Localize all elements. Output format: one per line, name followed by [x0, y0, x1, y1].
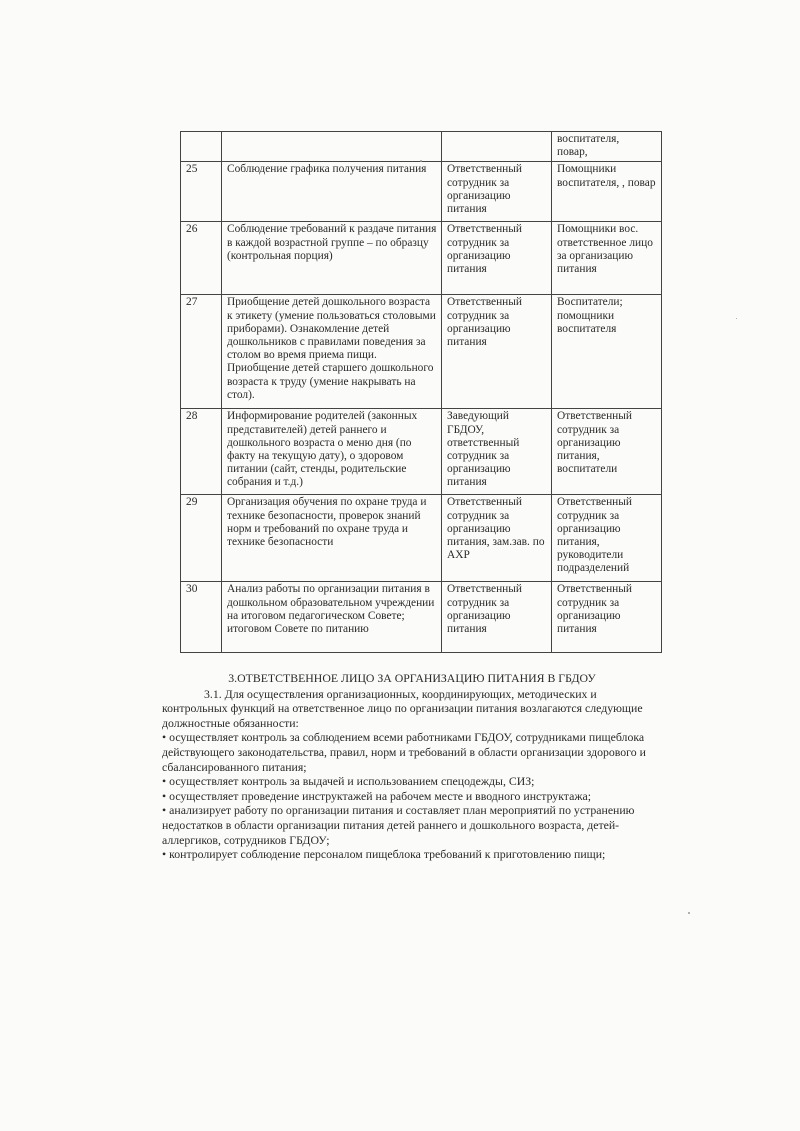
table-row: [181, 495, 662, 582]
cell-executors: воспитателя, повар,: [552, 132, 662, 162]
bullet-icon: •: [162, 803, 167, 818]
duty-text: осуществляет контроль за соблюдением всеми работниками ГБДОУ, сотрудниками пищеблока действующего законодательства, правил, норм и требований в области организации здорового и сбалансированного питания;: [162, 730, 646, 774]
scan-speck: [736, 318, 737, 319]
cell-responsible: [442, 132, 552, 162]
list-item: [162, 789, 662, 804]
cell-num: 30: [181, 582, 222, 653]
duties-list: [162, 730, 662, 861]
cell-activity: Организация обучения по охране труда и технике безопасности, проверок знаний норм и требований по охране труда и технике безопасности: [222, 495, 442, 582]
bullet-icon: •: [162, 730, 167, 745]
cell-num: 29: [181, 495, 222, 582]
duty-text: осуществляет контроль за выдачей и использованием спецодежды, СИЗ;: [169, 774, 535, 789]
cell-num: 27: [181, 295, 222, 409]
cell-num: 28: [181, 409, 222, 495]
table-row: [181, 162, 662, 222]
cell-responsible: Ответственный сотрудник за организацию питания: [442, 582, 552, 653]
cell-executors: Ответственный сотрудник за организацию питания: [552, 582, 662, 653]
bullet-icon: •: [162, 847, 167, 862]
duty-text: осуществляет проведение инструктажей на рабочем месте и вводного инструктажа;: [169, 788, 591, 803]
list-item: [162, 774, 662, 789]
list-item: [162, 847, 662, 862]
cell-activity: Информирование родителей (законных представителей) детей раннего и дошкольного возраста о меню дня (по факту на текущую дату), о здоровом питании (сайт, стенды, родительские собрания и т.д.): [222, 409, 442, 495]
table-row-continuation: [181, 132, 662, 162]
list-item: [162, 730, 662, 774]
cell-responsible: Ответственный сотрудник за организацию питания, зам.зав. по АХР: [442, 495, 552, 582]
scan-speck: [420, 160, 422, 162]
cell-executors: Помощники вос. ответственное лицо за организацию питания: [552, 222, 662, 295]
section-intro: 3.1. Для осуществления организационных, координирующих, методических и контрольных функций на ответственное лицо по организации питания возлагаются следующие должностные обязанности:: [162, 686, 643, 730]
section-responsible-person: [162, 671, 662, 862]
cell-responsible: Ответственный сотрудник за организацию питания: [442, 162, 552, 222]
bullet-icon: •: [162, 774, 167, 789]
cell-activity: [222, 132, 442, 162]
food-organization-plan-table: [180, 131, 662, 653]
duty-text: контролирует соблюдение персоналом пищеблока требований к приготовлению пищи;: [169, 847, 606, 862]
cell-executors: Помощники воспитателя, , повар: [552, 162, 662, 222]
cell-executors: Ответственный сотрудник за организацию питания, руководители подразделений: [552, 495, 662, 582]
list-item: [162, 803, 662, 847]
bullet-icon: •: [162, 788, 167, 803]
table-row: [181, 409, 662, 495]
scan-speck: [688, 912, 690, 914]
duty-text: анализирует работу по организации питания и составляет план мероприятий по устранению недостатков в области организации питания детей раннего и дошкольного возраста, детей-аллергиков, сотрудников ГБДОУ;: [162, 803, 635, 847]
cell-executors: Воспитатели; помощники воспитателя: [552, 295, 662, 409]
cell-responsible: Ответственный сотрудник за организацию питания: [442, 295, 552, 409]
cell-activity: Соблюдение графика получения питания: [222, 162, 442, 222]
cell-num: [181, 132, 222, 162]
table-row: [181, 582, 662, 653]
cell-executors: Ответственный сотрудник за организацию питания, воспитатели: [552, 409, 662, 495]
cell-activity: Анализ работы по организации питания в дошкольном образовательном учреждении на итоговом педагогическом Совете; итоговом Совете по питанию: [222, 582, 442, 653]
cell-num: 26: [181, 222, 222, 295]
cell-activity: Соблюдение требований к раздаче питания в каждой возрастной группе – по образцу (контрольная порция): [222, 222, 442, 295]
table-row: [181, 222, 662, 295]
section-title: 3.ОТВЕТСТВЕННОЕ ЛИЦО ЗА ОРГАНИЗАЦИЮ ПИТАНИЯ В ГБДОУ: [228, 671, 596, 685]
cell-responsible: Заведующий ГБДОУ, ответственный сотрудник за организацию питания: [442, 409, 552, 495]
cell-num: 25: [181, 162, 222, 222]
cell-responsible: Ответственный сотрудник за организацию питания: [442, 222, 552, 295]
cell-activity: Приобщение детей дошкольного возраста к этикету (умение пользоваться столовыми приборами). Ознакомление детей дошкольников с правилами поведения за столом во время приема пищи. Приобщение детей старшего дошкольного возраста к труду (умение накрывать на стол).: [222, 295, 442, 409]
table-row: [181, 295, 662, 409]
